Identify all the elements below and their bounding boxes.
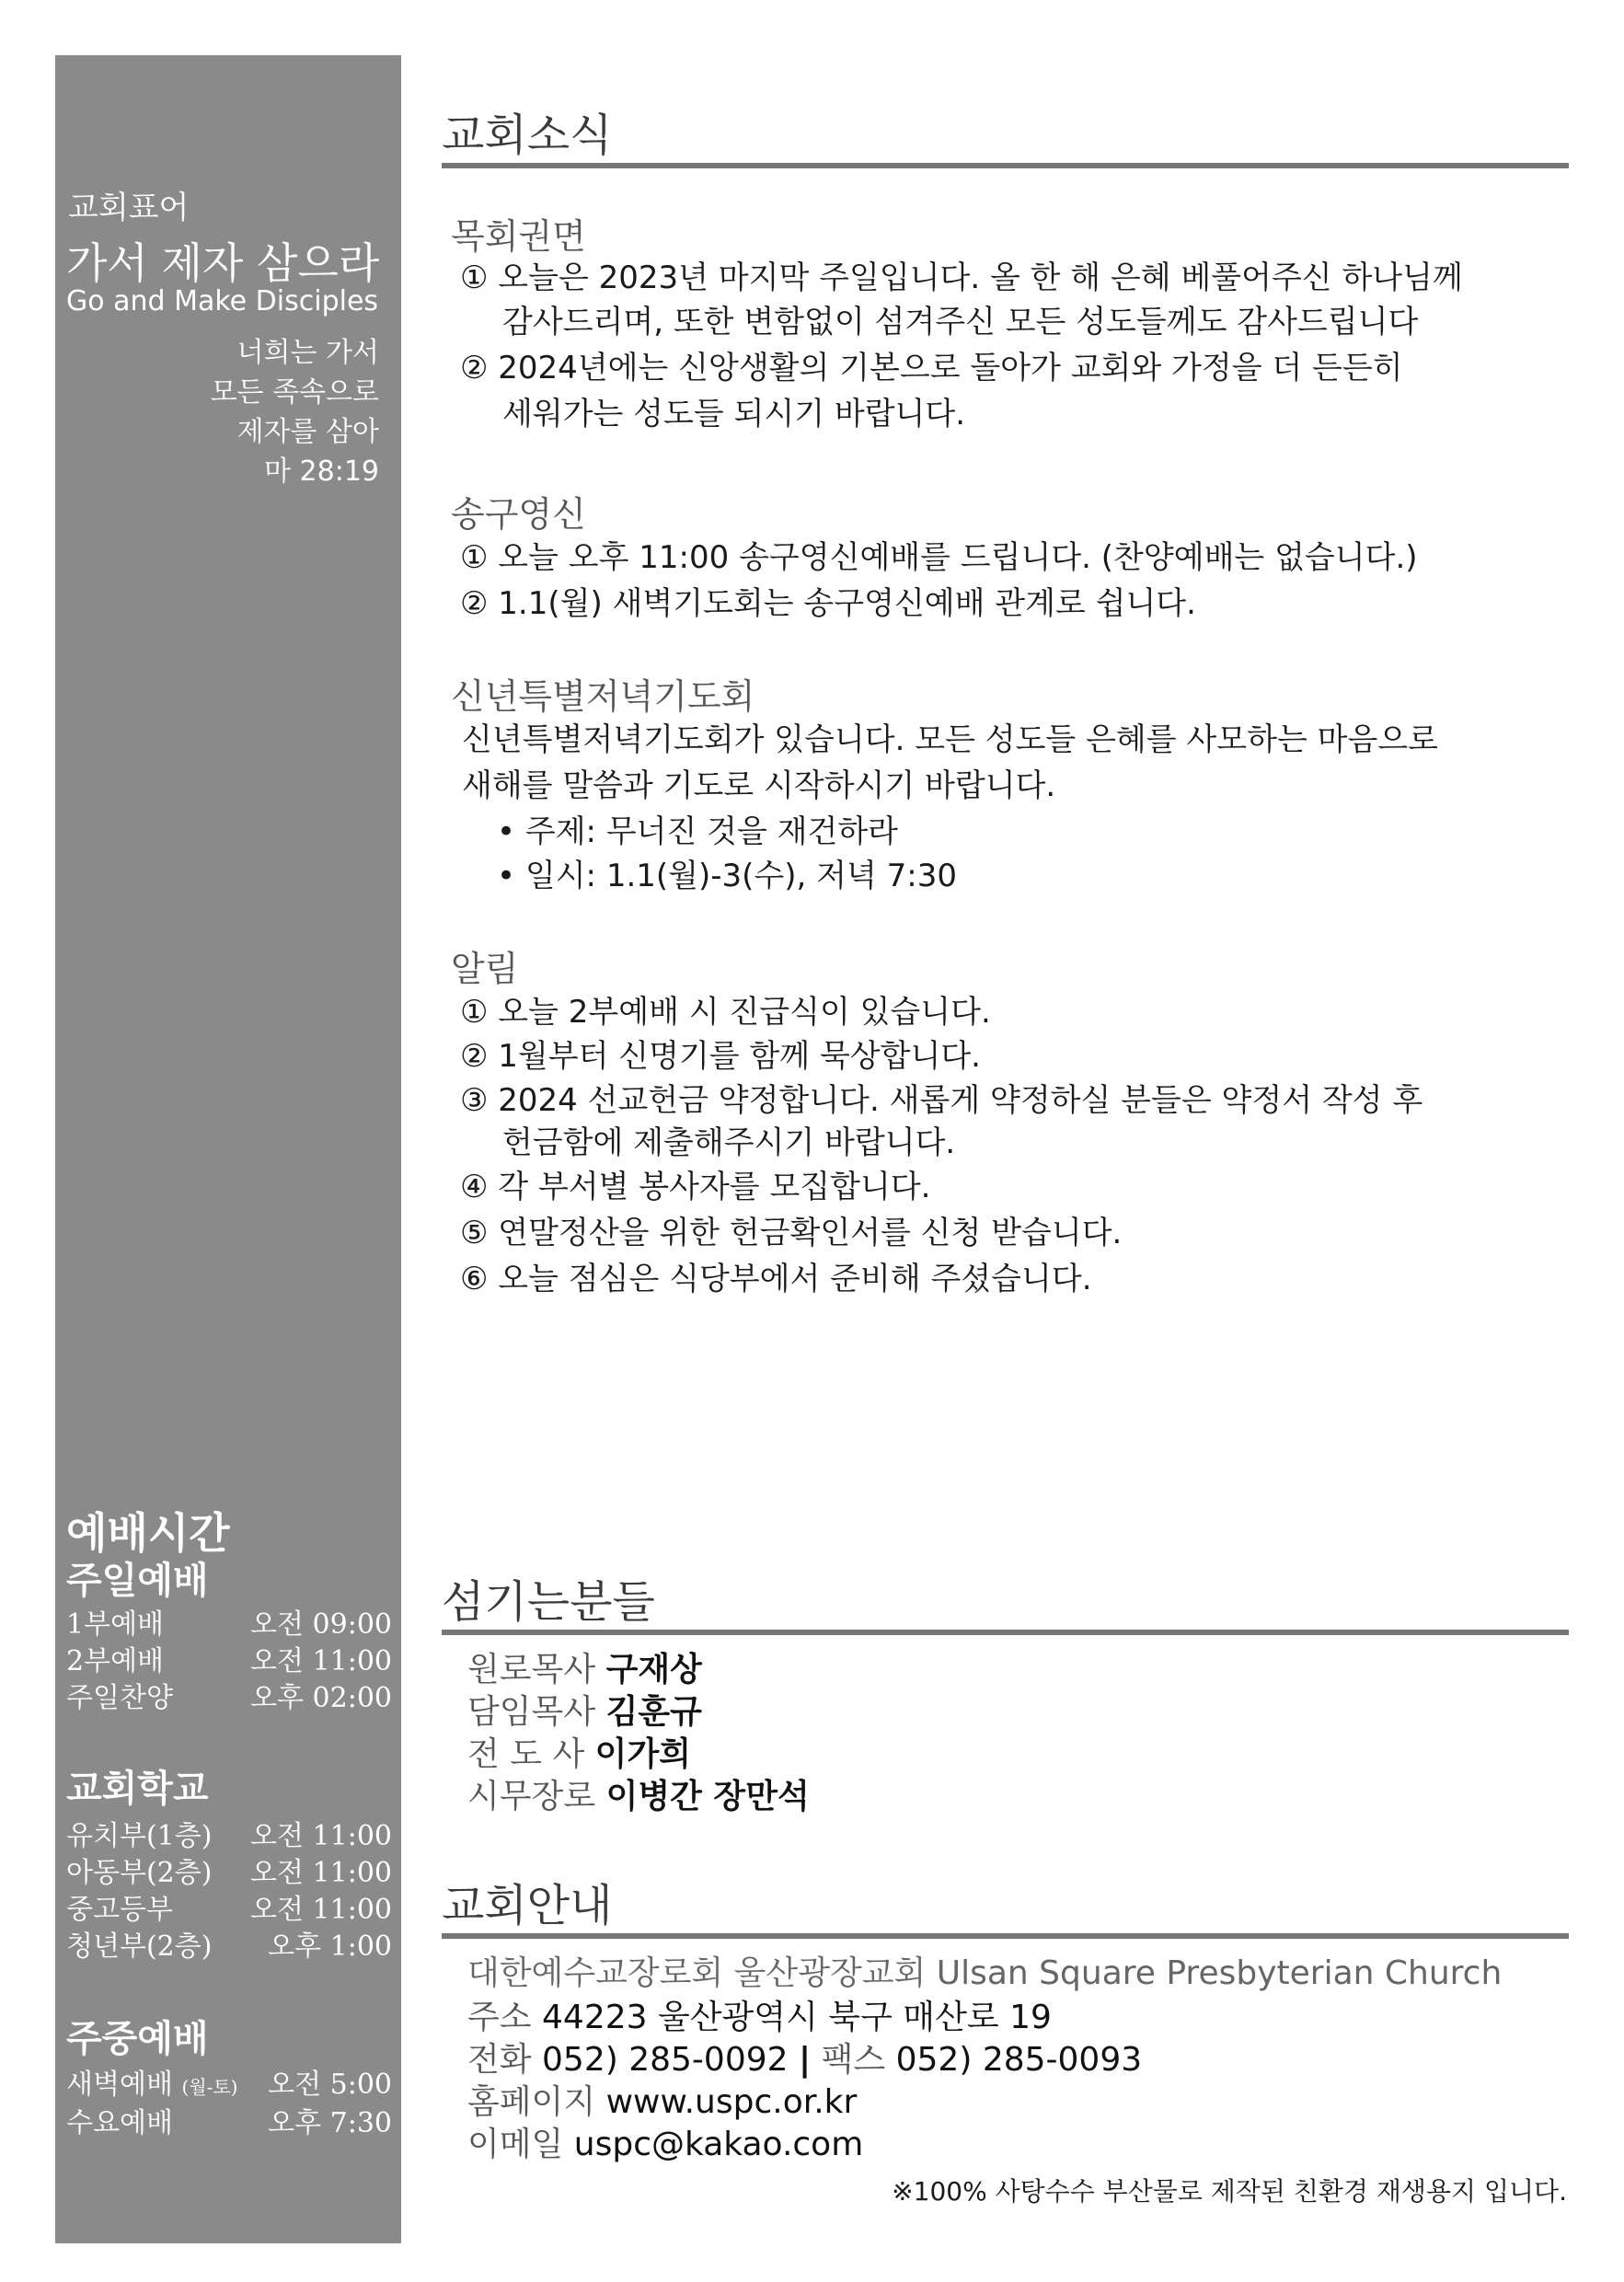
news-line: 새해를 말씀과 기도로 시작하시기 바랍니다. — [462, 767, 1056, 804]
homepage-line — [467, 2076, 857, 2123]
service-name: 청년부(2층) — [66, 1930, 213, 1963]
schedule-row — [66, 1813, 392, 1850]
separator: | — [799, 2041, 812, 2079]
news-heading: 신년특별저녁기도회 — [451, 676, 755, 717]
motto-verse — [211, 333, 379, 491]
staff-row — [467, 1770, 810, 1817]
schedule-row — [66, 2100, 392, 2137]
schedule-row — [66, 1601, 392, 1641]
staff-role: 원로목사 — [467, 1651, 596, 1688]
church-school-title: 교회학교 — [66, 1768, 209, 1810]
schedule-row — [66, 1675, 392, 1712]
weekday-worship-title: 주중예배 — [66, 2018, 209, 2060]
staff-role: 담임목사 — [467, 1693, 596, 1731]
service-time: 오후 1:00 — [268, 1930, 392, 1963]
news-line: ④ 각 부서별 봉사자를 모집합니다. — [460, 1169, 931, 1205]
service-note: (월-토) — [181, 2076, 238, 2098]
news-line: 세워가는 성도들 되시기 바랍니다. — [502, 396, 966, 432]
recycled-paper-note: ※100% 사탕수수 부산물로 제작된 친환경 재생용지 입니다. — [892, 2176, 1567, 2207]
verse-reference: 마 28:19 — [264, 455, 379, 488]
news-heading: 알림 — [451, 949, 519, 989]
church-info-section-title: 교회안내 — [442, 1870, 1569, 1939]
news-section-title: 교회소식 — [442, 99, 1569, 168]
staff-role: 전 도 사 — [467, 1735, 585, 1773]
service-name: 주일찬양 — [66, 1682, 173, 1714]
staff-names: 이병간 장만석 — [605, 1778, 810, 1815]
staff-names: 구재상 — [605, 1651, 702, 1688]
motto-label: 교회표어 — [68, 190, 190, 226]
staff-row — [467, 1728, 691, 1775]
service-time: 오전 11:00 — [250, 1820, 392, 1852]
email-line — [467, 2118, 863, 2165]
service-name: 1부예배 — [66, 1608, 165, 1641]
service-time: 오전 5:00 — [268, 2069, 392, 2101]
service-name: 중고등부 — [66, 1894, 173, 1926]
fax-value: 052) 285-0093 — [895, 2041, 1143, 2079]
email-label: 이메일 — [467, 2126, 564, 2163]
schedule-row — [66, 1923, 392, 1963]
email-link[interactable]: uspc@kakao.com — [573, 2126, 864, 2163]
news-line: ⑥ 오늘 점심은 식당부에서 준비해 주셨습니다. — [460, 1261, 1092, 1297]
staff-names: 김훈규 — [605, 1693, 702, 1731]
service-name: 아동부(2층) — [66, 1857, 213, 1889]
service-name: 2부예배 — [66, 1645, 165, 1677]
news-line: 신년특별저녁기도회가 있습니다. 모든 성도들 은혜를 사모하는 마음으로 — [462, 721, 1438, 758]
staff-names: 이가희 — [594, 1735, 691, 1773]
news-line: ① 오늘 2부예배 시 진급식이 있습니다. — [460, 994, 991, 1031]
service-time: 오전 11:00 — [250, 1645, 392, 1677]
news-line: ① 오늘은 2023년 마지막 주일입니다. 올 한 해 은혜 베풀어주신 하나님께 — [460, 259, 1463, 296]
service-name: 새벽예배 (월-토) — [66, 2069, 238, 2101]
service-time: 오전 11:00 — [250, 1857, 392, 1889]
staff-role: 시무장로 — [467, 1778, 596, 1815]
church-name: 대한예수교장로회 울산광장교회 Ulsan Square Presbyterian Church — [467, 1954, 1503, 1992]
news-bullet: • 주제: 무너진 것을 재건하라 — [497, 813, 899, 850]
address-label: 주소 — [467, 1999, 532, 2036]
news-heading: 목회권면 — [451, 216, 586, 257]
news-heading: 송구영신 — [451, 494, 586, 535]
schedule-row — [66, 1850, 392, 1889]
service-time: 오후 7:30 — [268, 2107, 392, 2139]
staff-row — [467, 1686, 702, 1733]
verse-line: 모든 족속으로 — [210, 376, 379, 409]
fax-label: 팩스 — [821, 2041, 886, 2079]
homepage-link[interactable]: www.uspc.or.kr — [605, 2083, 858, 2121]
news-line: 헌금함에 제출해주시기 바랍니다. — [502, 1124, 956, 1161]
phone-line — [467, 2034, 1142, 2080]
schedule-row — [66, 2061, 392, 2101]
address-value: 44223 울산광역시 북구 매산로 19 — [542, 1999, 1052, 2036]
motto-english: Go and Make Disciples — [66, 285, 379, 317]
news-bullet: • 일시: 1.1(월)-3(수), 저녁 7:30 — [497, 858, 957, 894]
motto-title: 가서 제자 삼으라 — [66, 238, 380, 288]
staff-row — [467, 1643, 702, 1690]
news-line: 감사드리며, 또한 변함없이 섬겨주신 모든 성도들께도 감사드립니다 — [502, 304, 1419, 340]
verse-line: 너희는 가서 — [236, 337, 379, 369]
news-line: ③ 2024 선교헌금 약정합니다. 새롭게 약정하실 분들은 약정서 작성 후 — [460, 1082, 1423, 1119]
service-time: 오후 02:00 — [250, 1682, 392, 1714]
address-line — [467, 1991, 1052, 2038]
phone-value: 052) 285-0092 — [542, 2041, 789, 2079]
news-line: ② 1.1(월) 새벽기도회는 송구영신예배 관계로 쉽니다. — [460, 585, 1196, 622]
news-line: ⑤ 연말정산을 위한 헌금확인서를 신청 받습니다. — [460, 1215, 1123, 1251]
phone-label: 전화 — [467, 2041, 532, 2079]
news-line: ② 1월부터 신명기를 함께 묵상합니다. — [460, 1038, 981, 1075]
service-time: 오전 11:00 — [250, 1894, 392, 1926]
worship-times-title: 예배시간 — [66, 1508, 230, 1558]
homepage-label: 홈페이지 — [467, 2083, 596, 2121]
service-name: 수요예배 — [66, 2107, 173, 2139]
schedule-row — [66, 1638, 392, 1675]
schedule-row — [66, 1886, 392, 1926]
news-line: ② 2024년에는 신앙생활의 기본으로 돌아가 교회와 가정을 더 든든히 — [460, 350, 1403, 386]
service-time: 오전 09:00 — [250, 1608, 392, 1641]
sunday-worship-title: 주일예배 — [66, 1560, 209, 1602]
news-line: ① 오늘 오후 11:00 송구영신예배를 드립니다. (찬양예배는 없습니다.) — [460, 539, 1418, 576]
verse-line: 제자를 삼아 — [236, 416, 379, 448]
staff-section-title: 섬기는분들 — [442, 1566, 1569, 1635]
sidebar — [55, 55, 401, 2243]
service-name: 유치부(1층) — [66, 1820, 213, 1852]
